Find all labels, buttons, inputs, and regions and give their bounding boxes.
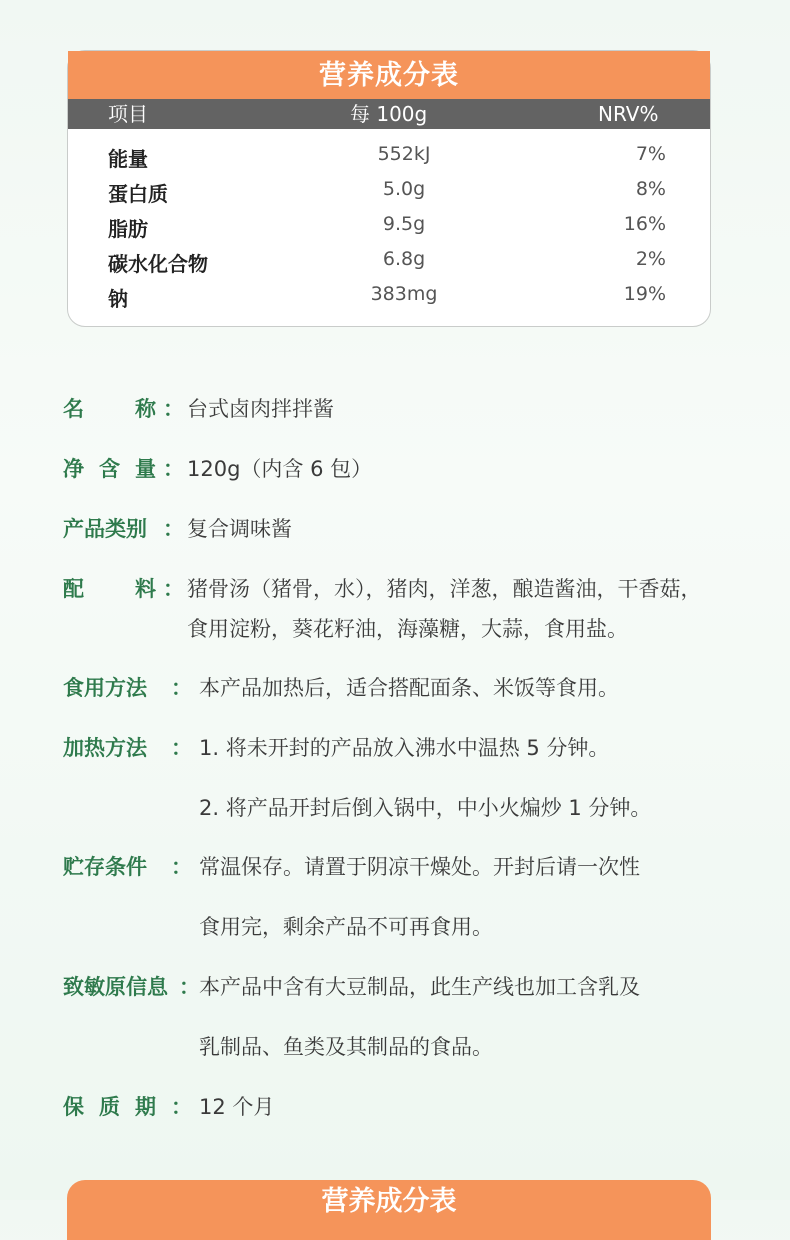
- info-storage-colon: ：: [171, 855, 192, 879]
- info-net-colon: ：: [163, 457, 184, 481]
- nutrition-table: [67, 50, 711, 327]
- info-allergen-label: 致敏原信息: [63, 975, 168, 999]
- nutrient-value: 5.0g: [382, 178, 426, 200]
- info-storage-label: 贮存条件: [63, 855, 147, 879]
- header-per-100g: 每 100g: [350, 102, 428, 126]
- nutrition-row: [68, 279, 710, 314]
- header-item: 项目: [108, 102, 148, 126]
- info-shelf-label-a: 保: [63, 1095, 84, 1119]
- info-allergen-line2: 乳制品、鱼类及其制品的食品。: [199, 1035, 493, 1059]
- info-heating-colon: ：: [171, 736, 192, 760]
- nutrient-name: 能量: [108, 147, 148, 171]
- nutrient-name: 脂肪: [108, 217, 148, 241]
- info-shelf-label-c: 期: [135, 1095, 156, 1119]
- info-shelf-colon: ：: [171, 1095, 192, 1119]
- info-net-label-a: 净: [63, 457, 84, 481]
- info-usage-label: 食用方法: [63, 676, 147, 700]
- nutrient-name: 蛋白质: [108, 182, 168, 206]
- nutrient-name: 碳水化合物: [108, 252, 208, 276]
- nutrient-value: 9.5g: [382, 213, 426, 235]
- info-ingredients-label-a: 配: [63, 577, 84, 601]
- info-ingredients-colon: ：: [163, 577, 184, 601]
- nutrient-nrv: 8%: [635, 178, 666, 200]
- info-category-label: 产品类别: [63, 517, 147, 541]
- nutrient-nrv: 7%: [635, 143, 666, 165]
- info-category-colon: ：: [163, 517, 184, 541]
- info-allergen-line1: 本产品中含有大豆制品，此生产线也加工含乳及: [199, 975, 640, 999]
- info-category-value: 复合调味酱: [187, 517, 292, 541]
- header-nrv: NRV%: [598, 102, 659, 126]
- nutrition-row: [68, 174, 710, 209]
- info-net-value: 120g（内含 6 包）: [187, 457, 373, 481]
- info-allergen-colon: ：: [179, 975, 200, 999]
- info-usage-colon: ：: [171, 676, 192, 700]
- info-name-label-a: 名: [63, 397, 84, 421]
- info-ingredients-line1: 猪骨汤（猪骨，水），猪肉，洋葱，酿造酱油，干香菇，: [187, 577, 702, 601]
- info-ingredients-label-b: 料: [135, 577, 156, 601]
- info-usage-value: 本产品加热后，适合搭配面条、米饭等食用。: [199, 676, 619, 700]
- nutrition-header-row: [68, 99, 710, 129]
- info-heating-line1: 1. 将未开封的产品放入沸水中温热 5 分钟。: [199, 736, 610, 760]
- nutrient-nrv: 2%: [635, 248, 666, 270]
- info-heating-label: 加热方法: [63, 736, 147, 760]
- info-shelf-label-b: 质: [99, 1095, 120, 1119]
- info-net-label-c: 量: [135, 457, 156, 481]
- nutrition-row: [68, 244, 710, 279]
- info-heating-line2: 2. 将产品开封后倒入锅中，中小火煸炒 1 分钟。: [199, 796, 652, 820]
- info-shelf-value: 12 个月: [199, 1095, 275, 1119]
- info-ingredients-line2: 食用淀粉，葵花籽油，海藻糖，大蒜，食用盐。: [187, 617, 628, 641]
- info-storage-line1: 常温保存。请置于阴凉干燥处。开封后请一次性: [199, 855, 640, 879]
- nutrient-name: 钠: [108, 287, 128, 311]
- nutrient-nrv: 16%: [623, 213, 666, 235]
- nutrition-row: [68, 209, 710, 244]
- info-name-value: 台式卤肉拌拌酱: [187, 397, 334, 421]
- nutrition-title-repeat-text: 营养成分表: [321, 1186, 457, 1217]
- nutrition-row: [68, 139, 710, 174]
- nutrient-value: 552kJ: [377, 143, 431, 165]
- nutrient-value: 383mg: [370, 283, 438, 305]
- nutrient-nrv: 19%: [623, 283, 666, 305]
- info-name-label-b: 称: [135, 397, 156, 421]
- info-net-label-b: 含: [99, 457, 120, 481]
- info-storage-line2: 食用完，剩余产品不可再食用。: [199, 915, 493, 939]
- nutrient-value: 6.8g: [382, 248, 426, 270]
- info-name-colon: ：: [163, 397, 184, 421]
- nutrition-title-repeat: [67, 1180, 711, 1240]
- nutrition-title: 营养成分表: [68, 51, 710, 99]
